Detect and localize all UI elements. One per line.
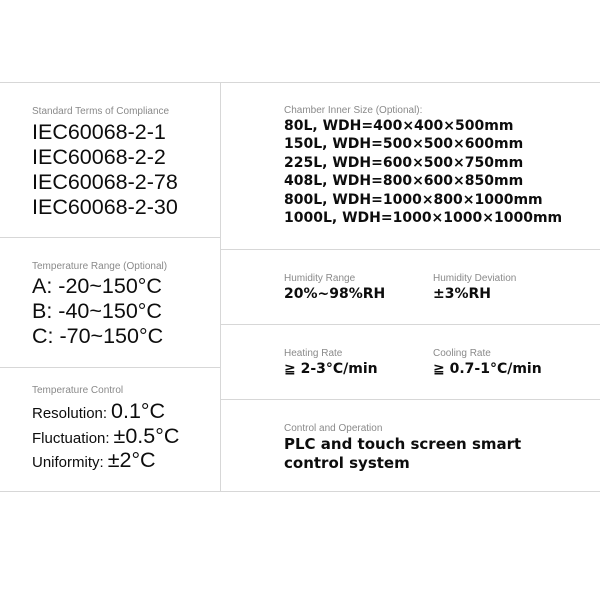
control-operation-caption: Control and Operation xyxy=(284,423,383,434)
compliance-list xyxy=(32,120,178,220)
bottom-divider xyxy=(0,491,600,492)
fluctuation-value: ±0.5°C xyxy=(113,424,180,448)
right-divider-2 xyxy=(220,324,600,325)
chamber-size-item: 80L, WDH=400×400×500mm xyxy=(284,118,514,134)
resolution-row xyxy=(32,399,165,424)
chamber-size-item: 800L, WDH=1000×800×1000mm xyxy=(284,192,543,208)
heating-rate-caption: Heating Rate xyxy=(284,348,343,359)
resolution-value: 0.1°C xyxy=(111,399,166,423)
temperature-range-item: C: -70~150°C xyxy=(32,324,164,348)
humidity-range-value: 20%~98%RH xyxy=(284,286,386,302)
cooling-rate-value: ≧ 0.7-1°C/min xyxy=(433,361,542,377)
temperature-range-list xyxy=(32,274,163,349)
cooling-rate-caption: Cooling Rate xyxy=(433,348,491,359)
chamber-size-item: 408L, WDH=800×600×850mm xyxy=(284,173,524,189)
uniformity-row xyxy=(32,448,156,473)
chamber-size-caption: Chamber Inner Size (Optional): xyxy=(284,105,423,116)
chamber-size-item: 225L, WDH=600×500×750mm xyxy=(284,155,524,171)
compliance-item: IEC60068-2-1 xyxy=(32,120,166,144)
right-divider-1 xyxy=(220,249,600,250)
fluctuation-row xyxy=(32,424,179,449)
humidity-deviation-caption: Humidity Deviation xyxy=(433,273,517,284)
uniformity-value: ±2°C xyxy=(107,448,156,472)
control-operation-line: PLC and touch screen smart xyxy=(284,435,522,453)
control-operation-line: control system xyxy=(284,454,410,472)
humidity-deviation-value: ±3%RH xyxy=(433,286,491,302)
fluctuation-label: Fluctuation: xyxy=(32,430,110,447)
compliance-item: IEC60068-2-30 xyxy=(32,195,178,219)
temperature-control-caption: Temperature Control xyxy=(32,385,124,396)
temperature-range-item: A: -20~150°C xyxy=(32,274,162,298)
heating-rate-value: ≧ 2-3°C/min xyxy=(284,361,378,377)
chamber-size-item: 150L, WDH=500×500×600mm xyxy=(284,136,524,152)
left-divider-1 xyxy=(0,237,220,238)
humidity-range-caption: Humidity Range xyxy=(284,273,356,284)
compliance-caption: Standard Terms of Compliance xyxy=(32,106,170,117)
left-divider-2 xyxy=(0,367,220,368)
right-divider-3 xyxy=(220,399,600,400)
temperature-range-item: B: -40~150°C xyxy=(32,299,162,323)
resolution-label: Resolution: xyxy=(32,405,108,422)
column-divider xyxy=(220,82,221,492)
compliance-item: IEC60068-2-2 xyxy=(32,145,166,169)
uniformity-label: Uniformity: xyxy=(32,454,104,471)
chamber-size-item: 1000L, WDH=1000×1000×1000mm xyxy=(284,210,563,226)
top-divider xyxy=(0,82,600,83)
temperature-range-caption: Temperature Range (Optional) xyxy=(32,261,168,272)
compliance-item: IEC60068-2-78 xyxy=(32,170,178,194)
